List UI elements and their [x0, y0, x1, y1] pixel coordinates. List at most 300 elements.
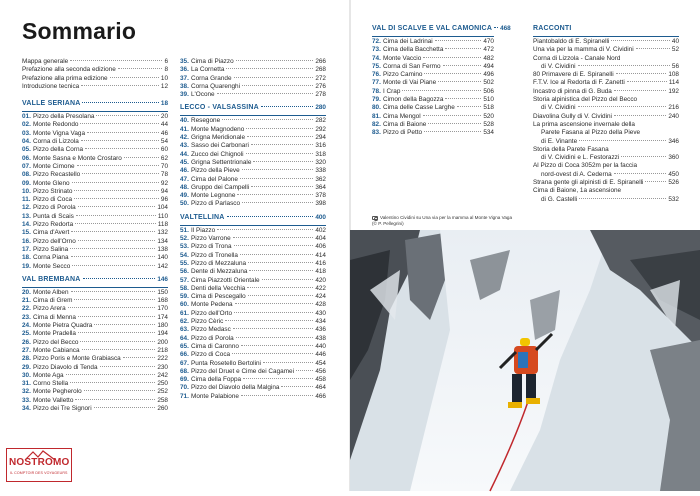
toc-entry [22, 380, 168, 388]
toc-entry [22, 130, 168, 138]
entry-page: 6 [164, 58, 168, 65]
story-entry [533, 187, 679, 204]
entry-title: Il Piazzo [191, 226, 216, 234]
entry-number: 09. [22, 179, 31, 187]
entry-page: 430 [315, 309, 326, 317]
dot-leader [246, 153, 314, 154]
entry-title: Monte Cabianca [33, 346, 80, 354]
entry-page: 44 [160, 121, 168, 129]
entry-title: Pizzo della Presolana [33, 113, 95, 121]
entry-title: Punta Rosetello Bertolini [191, 359, 261, 367]
dot-leader [240, 178, 313, 179]
dot-leader [251, 186, 313, 187]
toc-entry [372, 71, 494, 79]
entry-title: Resegone [191, 117, 221, 125]
entry-title: Cima della Foppa [191, 376, 242, 384]
entry-title: Prefazione alla prima edizione [22, 74, 108, 82]
entry-number: 56. [180, 268, 189, 276]
toc-entry [22, 75, 168, 83]
entry-page: 110 [157, 212, 168, 220]
entry-title: Monte Magnodeno [191, 125, 245, 133]
dot-leader [614, 115, 666, 116]
toc-entry [22, 180, 168, 188]
entry-page: 96 [160, 196, 168, 204]
toc-entry [372, 55, 494, 63]
entry-page: 440 [315, 342, 326, 350]
section-heading [22, 100, 168, 110]
toc-column-2 [180, 58, 326, 401]
camera-icon [372, 216, 378, 220]
toc-entry [22, 221, 168, 229]
entry-number: 17. [22, 245, 31, 253]
toc-entry [22, 405, 168, 413]
dot-leader [262, 279, 314, 280]
entry-page: 496 [483, 71, 494, 79]
entry-number: 33. [22, 396, 31, 404]
dot-leader [100, 366, 156, 367]
entry-page: 230 [157, 363, 168, 371]
toc-entry [22, 66, 168, 74]
story-entry [533, 96, 679, 113]
story-line [533, 129, 679, 137]
dot-leader [217, 93, 314, 94]
toc-entry [180, 277, 326, 285]
dot-leader [85, 148, 159, 149]
entry-title: Grigna Meridionale [191, 134, 245, 142]
dot-leader [76, 215, 156, 216]
entry-title: Monte Pradella [33, 330, 76, 338]
dot-leader [78, 206, 156, 207]
entry-number: 70. [180, 384, 189, 392]
entry-title: Pizzo del Druet e Cime dei Cagamei [191, 367, 295, 375]
entry-title: Cima di Menna [33, 313, 76, 321]
story-text: nord-ovest di A. Cederna [541, 170, 612, 178]
toc-entry [180, 268, 326, 276]
dot-leader [579, 198, 666, 199]
toc-entry [180, 360, 326, 368]
toc-entry [180, 151, 326, 159]
entry-number: 71. [180, 392, 189, 400]
story-text: di E. Vinante [541, 137, 578, 145]
entry-page: 218 [157, 346, 168, 354]
entry-page: 420 [315, 276, 326, 284]
story-page: 346 [668, 137, 679, 145]
story-page: 526 [668, 179, 679, 187]
dot-leader [84, 390, 156, 391]
story-line [533, 179, 679, 187]
entry-page: 506 [483, 87, 494, 95]
entry-title: Pizzo di Porola [33, 204, 76, 212]
toc-entry [180, 310, 326, 318]
dot-leader [236, 60, 314, 61]
toc-entry [180, 293, 326, 301]
section-rule [180, 225, 326, 226]
entry-number: 15. [22, 229, 31, 237]
entry-page: 362 [315, 175, 326, 183]
entry-number: 48. [180, 183, 189, 191]
section-title: VAL BREMBANA [22, 275, 81, 283]
story-line [533, 104, 679, 112]
story-text: F.T.V. Ice al Redorta di F. Zanetti [533, 79, 625, 87]
entry-number: 55. [180, 259, 189, 267]
dot-leader [81, 140, 159, 141]
section-page: 18 [160, 100, 168, 108]
entry-number: 10. [22, 187, 31, 195]
toc-entry [180, 243, 326, 251]
toc-entry [372, 104, 494, 112]
entry-page: 406 [315, 243, 326, 251]
dot-leader [237, 194, 313, 195]
toc-entry [180, 58, 326, 66]
toc-entry [22, 188, 168, 196]
toc-entry [22, 263, 168, 271]
toc-entry [22, 355, 168, 363]
entry-page: 446 [315, 351, 326, 359]
section-page: 400 [315, 213, 326, 221]
story-text: Strana gente gli alpinisti di E. Spiranelli [533, 179, 644, 187]
toc-entry [22, 204, 168, 212]
entry-number: 14. [22, 221, 31, 229]
dot-leader [82, 349, 156, 350]
entry-number: 79. [372, 96, 381, 104]
toc-entry [22, 322, 168, 330]
story-page: 532 [668, 195, 679, 203]
toc-entry [180, 376, 326, 384]
section-rule [533, 36, 679, 37]
entry-page: 170 [157, 305, 168, 313]
entry-number: 32. [22, 388, 31, 396]
dot-leader [80, 123, 158, 124]
entry-number: 74. [372, 54, 381, 62]
entry-title: Pizzo Diavolo di Tenda [33, 363, 98, 371]
entry-number: 78. [372, 87, 381, 95]
entry-number: 61. [180, 309, 189, 317]
entry-number: 05. [22, 146, 31, 154]
entry-page: 502 [483, 79, 494, 87]
entry-title: Pizzo di Parlasco [191, 200, 241, 208]
entry-number: 34. [22, 404, 31, 412]
story-text: La prima ascensione invernale della [533, 120, 635, 128]
entry-title: I Crap [383, 87, 401, 95]
entry-page: 534 [483, 129, 494, 137]
story-line [533, 38, 679, 46]
entry-number: 24. [22, 322, 31, 330]
dot-leader [222, 119, 313, 120]
story-text: Cima di Baione, 1a ascensione [533, 187, 622, 195]
toc-entry [180, 351, 326, 359]
entry-number: 59. [180, 293, 189, 301]
dot-leader [423, 57, 481, 58]
entry-page: 142 [157, 262, 168, 270]
entry-number: 40. [180, 117, 189, 125]
dot-leader [123, 357, 156, 358]
toc-column-3 [372, 20, 511, 138]
entry-number: 57. [180, 276, 189, 284]
toc-entry [22, 388, 168, 396]
story-page: 360 [668, 154, 679, 162]
dot-leader [240, 254, 313, 255]
entry-page: 104 [157, 204, 168, 212]
entry-title: Monte Pietra Quadra [33, 322, 93, 330]
section-page: 146 [157, 275, 168, 283]
entry-title: Pizzo Camino [383, 71, 423, 79]
dot-leader [72, 265, 155, 266]
entry-number: 83. [372, 129, 381, 137]
story-line [533, 154, 679, 162]
toc-entry [22, 297, 168, 305]
dot-leader [428, 123, 481, 124]
entry-title: Pizzo Recastello [33, 171, 81, 179]
entry-page: 316 [315, 142, 326, 150]
entry-page: 418 [315, 268, 326, 276]
entry-number: 45. [180, 158, 189, 166]
entry-number: 54. [180, 251, 189, 259]
entry-number: 03. [22, 129, 31, 137]
entry-number: 27. [22, 346, 31, 354]
entry-number: 69. [180, 376, 189, 384]
story-line [533, 196, 679, 204]
entry-title: Grigna Settentrionale [191, 158, 252, 166]
toc-entry [180, 184, 326, 192]
section-heading [180, 104, 326, 114]
toc-entry [180, 260, 326, 268]
entry-number: 28. [22, 355, 31, 363]
dot-leader [66, 374, 156, 375]
dot-leader [124, 157, 159, 158]
entry-page: 242 [157, 371, 168, 379]
toc-entry [180, 343, 326, 351]
dot-leader [578, 106, 667, 107]
story-line [533, 187, 679, 195]
entry-page: 414 [315, 251, 326, 259]
section-heading [22, 276, 168, 286]
story-line [533, 55, 679, 63]
entry-title: Introduzione tecnica [22, 82, 80, 90]
entry-number: 16. [22, 237, 31, 245]
toc-entry [22, 305, 168, 313]
entry-title: Pizzo del Diavolo della Malgina [191, 384, 280, 392]
dot-leader [83, 278, 156, 279]
toc-entry [22, 171, 168, 179]
entry-number: 68. [180, 367, 189, 375]
entry-number: 80. [372, 104, 381, 112]
toc-entry [22, 254, 168, 262]
entry-number: 76. [372, 71, 381, 79]
dot-leader [71, 256, 156, 257]
story-line [533, 71, 679, 79]
entry-number: 58. [180, 284, 189, 292]
toc-entry [22, 397, 168, 405]
entry-page: 168 [157, 297, 168, 305]
toc-entry [180, 326, 326, 334]
entry-title: Monte Vigna Vaga [33, 129, 85, 137]
entry-title: Pizzo di Tronella [191, 251, 238, 259]
entry-page: 438 [315, 334, 326, 342]
section-heading [533, 25, 679, 35]
toc-entry [372, 121, 494, 129]
section-title: VALTELLINA [180, 213, 225, 221]
entry-number: 53. [180, 243, 189, 251]
toc-entry [180, 176, 326, 184]
entry-number: 21. [22, 297, 31, 305]
dot-leader [217, 229, 313, 230]
toc-entry [180, 227, 326, 235]
dot-leader [243, 378, 313, 379]
entry-page: 422 [315, 284, 326, 292]
dot-leader [435, 40, 482, 41]
entry-number: 22. [22, 305, 31, 313]
entry-page: 428 [315, 301, 326, 309]
entry-page: 424 [315, 293, 326, 301]
dot-leader [281, 386, 313, 387]
story-page: 450 [668, 170, 679, 178]
story-line [533, 138, 679, 146]
entry-number: 66. [180, 351, 189, 359]
entry-page: 138 [157, 245, 168, 253]
entry-title: Punta di Scais [33, 212, 74, 220]
toc-entry [180, 200, 326, 208]
toc-entry [180, 335, 326, 343]
entry-number: 64. [180, 334, 189, 342]
entry-title: Monte Pegherolo [33, 388, 82, 396]
entry-number: 60. [180, 301, 189, 309]
entry-page: 70 [160, 162, 168, 170]
dot-leader [445, 48, 481, 49]
entry-page: 94 [160, 187, 168, 195]
dot-leader [70, 382, 155, 383]
entry-page: 150 [157, 288, 168, 296]
dot-leader [247, 136, 313, 137]
toc-entry [22, 246, 168, 254]
toc-entry [22, 58, 168, 66]
dot-leader [438, 81, 481, 82]
entry-number: 65. [180, 342, 189, 350]
dot-leader [424, 131, 481, 132]
entry-page: 278 [315, 91, 326, 99]
entry-page: 510 [483, 96, 494, 104]
dot-leader [402, 90, 481, 91]
entry-title: Pizzo di Coca [191, 351, 231, 359]
climbing-photo [350, 230, 700, 491]
entry-page: 364 [315, 183, 326, 191]
dot-leader [246, 128, 313, 129]
entry-number: 67. [180, 359, 189, 367]
entry-number: 63. [180, 326, 189, 334]
story-line [533, 113, 679, 121]
entry-page: 434 [315, 318, 326, 326]
dot-leader [242, 85, 313, 86]
dot-leader [70, 60, 162, 61]
toc-entry [180, 285, 326, 293]
dot-leader [234, 312, 313, 313]
toc-entry [180, 142, 326, 150]
dot-leader [234, 77, 314, 78]
entry-title: Corna di Lizzola [33, 138, 79, 146]
entry-number: 19. [22, 262, 31, 270]
entry-number: 39. [180, 91, 189, 99]
story-entry [533, 88, 679, 96]
dot-leader [72, 182, 159, 183]
entry-page: 404 [315, 235, 326, 243]
dot-leader [71, 231, 155, 232]
entry-page: 180 [157, 322, 168, 330]
entry-page: 258 [157, 396, 168, 404]
story-page: 56 [671, 62, 679, 70]
story-line [533, 146, 679, 154]
dot-leader [443, 65, 482, 66]
story-entry [533, 113, 679, 121]
entry-page: 458 [315, 376, 326, 384]
section-title: VAL DI SCALVE E VAL CAMONICA [372, 25, 493, 32]
toc-entry [22, 238, 168, 246]
dot-leader [578, 65, 670, 66]
toc-entry [22, 229, 168, 237]
toc-entry [22, 330, 168, 338]
story-text: Storia alpinistica del Pizzo del Becco [533, 96, 638, 104]
entry-page: 282 [315, 117, 326, 125]
entry-title: Monte Secco [33, 262, 71, 270]
entry-page: 482 [483, 54, 494, 62]
toc-entry [180, 192, 326, 200]
entry-title: Pizzo dei Tre Signori [33, 404, 92, 412]
dot-leader [261, 106, 313, 107]
entry-title: Mappa generale [22, 58, 69, 65]
entry-title: Corna Grande [191, 74, 232, 82]
dot-leader [241, 395, 313, 396]
entry-title: La Cornetta [191, 66, 225, 74]
story-line [533, 63, 679, 71]
racconti-column [533, 20, 679, 204]
entry-page: 132 [157, 229, 168, 237]
entry-title: Cima del Palone [191, 175, 238, 183]
entry-number: 26. [22, 338, 31, 346]
entry-title: Cima di Pescegallo [191, 293, 246, 301]
story-entry [533, 179, 679, 187]
entry-page: 436 [315, 326, 326, 334]
entry-title: Gruppo dei Campelli [191, 183, 250, 191]
entry-number: 72. [372, 38, 381, 45]
entry-title: Cima di Piazzo [191, 58, 234, 65]
entry-page: 472 [483, 46, 494, 54]
entry-number: 52. [180, 235, 189, 243]
entry-page: 294 [315, 134, 326, 142]
dot-leader [579, 140, 666, 141]
entry-number: 73. [372, 46, 381, 54]
entry-number: 46. [180, 167, 189, 175]
entry-title: Monte Cimone [33, 162, 75, 170]
dot-leader [110, 77, 159, 78]
toc-entry [372, 63, 494, 71]
entry-number: 31. [22, 380, 31, 388]
entry-page: 194 [157, 330, 168, 338]
dot-leader [74, 190, 158, 191]
dot-leader [225, 320, 313, 321]
entry-number: 18. [22, 254, 31, 262]
intro-spacer [22, 91, 168, 95]
story-text: Storia della Parete Fasana [533, 145, 609, 153]
entry-number: 20. [22, 288, 31, 296]
entry-page: 292 [315, 125, 326, 133]
entry-page: 10 [160, 74, 168, 82]
entry-title: Monte Valletto [33, 396, 74, 404]
story-text: 80 Primavere di E. Spiranelli [533, 71, 614, 79]
entry-number: 35. [180, 58, 189, 65]
dot-leader [242, 169, 314, 170]
entry-title: Prefazione alla seconda edizione [22, 66, 116, 74]
entry-number: 02. [22, 121, 31, 129]
story-page: 240 [668, 112, 679, 120]
entry-page: 320 [315, 158, 326, 166]
